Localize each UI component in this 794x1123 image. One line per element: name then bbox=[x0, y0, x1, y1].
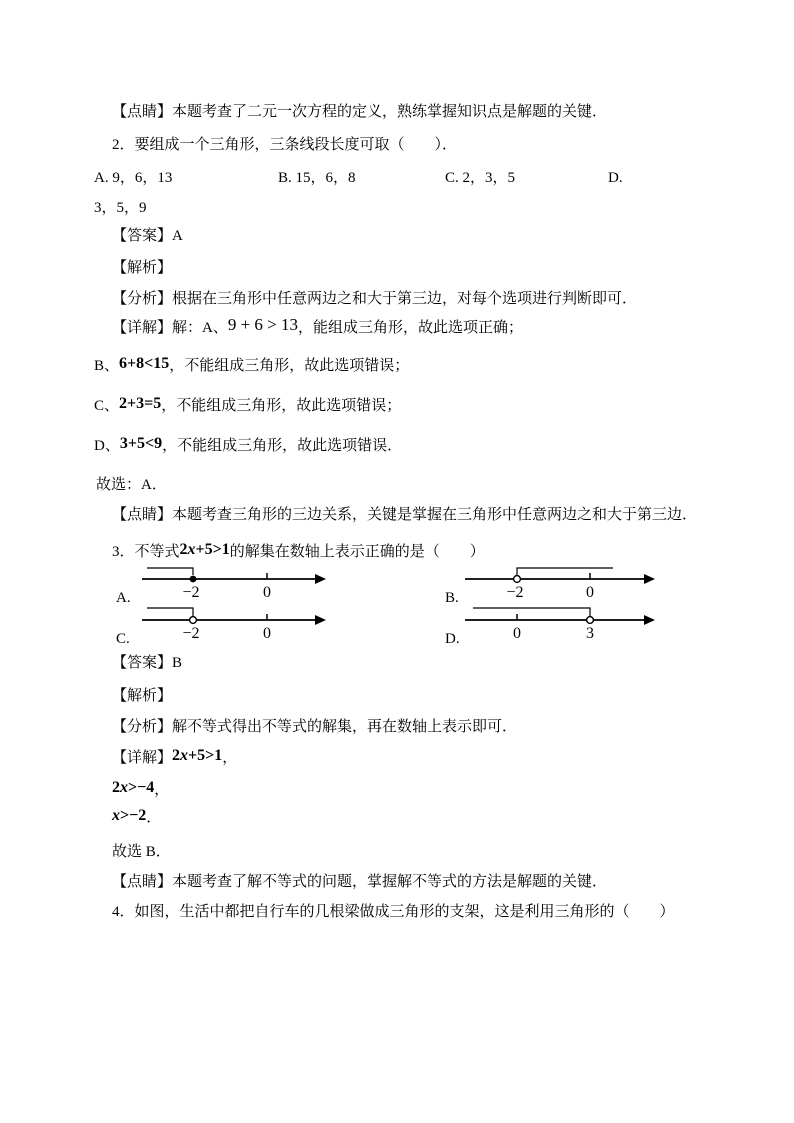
q3-conclusion-text: 故选 B． bbox=[112, 844, 171, 860]
q3-remark-text: 【点睛】本题考查了解不等式的问题，掌握解不等式的方法是解题的关键． bbox=[112, 874, 608, 890]
q3-step2-tail: ， bbox=[154, 782, 170, 798]
q3-jiexi-text: 【解析】 bbox=[112, 688, 173, 704]
q3-step3-rest: >−2 bbox=[120, 807, 147, 824]
q2-b-label: B、 bbox=[94, 358, 120, 374]
q3-remark bbox=[112, 872, 607, 892]
numberline-a-arrow-head bbox=[315, 574, 326, 584]
q1-remark-text: 【点睛】本题考查了二元一次方程的定义，熟练掌握知识点是解题的关键． bbox=[112, 104, 608, 120]
numberline-d-label-three: 3 bbox=[586, 625, 594, 642]
numberline-d bbox=[445, 608, 655, 647]
q2-option-a: A. 9，6，13 bbox=[94, 170, 173, 186]
q3-numberline-figure bbox=[0, 556, 794, 656]
q2-option-d-values: 3，5，9 bbox=[94, 200, 147, 216]
q2-remark bbox=[112, 505, 697, 525]
q3-step1-var: x bbox=[180, 747, 189, 764]
q3-analysis-text: 【分析】解不等式得出不等式的解集，再在数轴上表示即可． bbox=[112, 719, 518, 735]
q2-answer bbox=[112, 226, 183, 246]
q2-option-d: D. bbox=[608, 170, 623, 186]
numberline-c-ray-segment bbox=[147, 608, 193, 616]
numberline-d-letter: D. bbox=[445, 631, 460, 647]
numberline-b-label-neg2: −2 bbox=[506, 584, 524, 601]
numberline-b-open-endpoint bbox=[514, 576, 521, 583]
q2-analysis-text: 【分析】根据在三角形中任意两边之和大于第三边，对每个选项进行判断即可． bbox=[112, 291, 638, 307]
q3-answer bbox=[112, 653, 182, 673]
q2-option-b: B. 15，6，8 bbox=[278, 170, 356, 186]
q4-stem-text: 4．如图，生活中都把自行车的几根梁做成三角形的支架，这是利用三角形的（ ） bbox=[112, 904, 675, 920]
q2-c-math: 2+3=5 bbox=[119, 395, 162, 412]
q2-b-math: 6+8<15 bbox=[119, 355, 170, 372]
numberline-d-arrow-head bbox=[644, 615, 655, 625]
q3-detail-prefix: 【详解】 bbox=[112, 750, 173, 766]
numberline-c-arrow-head bbox=[315, 615, 326, 625]
numberline-b-label-zero: 0 bbox=[586, 584, 594, 601]
q2-detail-option-a bbox=[112, 317, 523, 338]
q3-jiexi-header bbox=[112, 686, 172, 706]
numberline-a-label-zero: 0 bbox=[263, 584, 271, 601]
q2-d-math: 3+5<9 bbox=[119, 435, 163, 452]
q3-math-rest: +5>1 bbox=[195, 541, 230, 558]
numberline-a bbox=[116, 568, 326, 606]
q3-answer-text: 【答案】B bbox=[112, 655, 183, 671]
q3-step2-coef: 2 bbox=[112, 779, 120, 796]
q2-detail-option-b bbox=[94, 356, 409, 376]
q2-jiexi-header bbox=[112, 258, 172, 278]
q3-step1-coef: 2 bbox=[172, 747, 181, 764]
numberline-c-label-neg2: −2 bbox=[182, 625, 200, 642]
q3-step2-var: x bbox=[120, 779, 128, 796]
numberline-c-open-endpoint bbox=[190, 617, 197, 624]
q2-c-text: ，不能组成三角形，故此选项错误； bbox=[161, 398, 402, 414]
q2-d-text: ，不能组成三角形，故此选项错误． bbox=[162, 438, 403, 454]
numberline-b bbox=[445, 568, 655, 606]
q2-jiexi-text: 【解析】 bbox=[112, 260, 173, 276]
numberline-b-arrow-head bbox=[644, 574, 655, 584]
numberline-a-letter: A. bbox=[116, 590, 131, 606]
q3-detail-step2 bbox=[112, 780, 169, 800]
q2-b-text: ，不能组成三角形，故此选项错误； bbox=[169, 358, 410, 374]
q3-stem-suffix: 的解集在数轴上表示正确的是（ ） bbox=[229, 544, 485, 560]
q2-c-label: C、 bbox=[94, 398, 120, 414]
q1-remark bbox=[112, 102, 607, 122]
q3-conclusion bbox=[112, 842, 171, 862]
q3-detail-step1 bbox=[112, 748, 237, 768]
numberline-c bbox=[116, 608, 326, 647]
q3-step1-math bbox=[172, 747, 222, 764]
q2-d-label: D、 bbox=[94, 438, 120, 454]
q2-option-c: C. 2，3，5 bbox=[445, 170, 516, 186]
q3-detail-step3 bbox=[112, 808, 161, 828]
q3-step2-math bbox=[112, 779, 154, 796]
q3-analysis bbox=[112, 717, 517, 737]
q2-detail-prefix: 【详解】解：A、 bbox=[112, 320, 228, 336]
q3-step3-var: x bbox=[112, 807, 120, 824]
q3-step3-math bbox=[112, 807, 146, 824]
q2-analysis bbox=[112, 289, 637, 309]
q2-detail-option-c bbox=[94, 396, 401, 416]
q2-conclusion-text: 故选：A． bbox=[96, 477, 167, 493]
numberline-c-letter: C. bbox=[116, 631, 130, 647]
numberline-b-letter: B. bbox=[445, 590, 459, 606]
q3-step1-rest: +5>1 bbox=[188, 747, 223, 764]
q3-math-coef: 2 bbox=[179, 541, 188, 558]
q2-conclusion bbox=[96, 475, 167, 495]
q3-stem-prefix: 3．不等式 bbox=[112, 544, 180, 560]
q2-detail-math: 9 + 6 > 13 bbox=[227, 315, 299, 334]
q3-step2-rest: >−4 bbox=[128, 779, 155, 796]
numberline-a-closed-endpoint bbox=[190, 576, 197, 583]
q3-step3-tail: ． bbox=[146, 810, 162, 826]
numberline-a-ray-segment bbox=[147, 568, 193, 575]
q2-answer-text: 【答案】A bbox=[112, 228, 183, 244]
q2-stem-text: 2．要组成一个三角形，三条线段长度可取（ ）． bbox=[112, 137, 458, 153]
q2-stem bbox=[112, 135, 457, 155]
q2-detail-option-d bbox=[94, 436, 402, 456]
q2-detail-suffix: ，能组成三角形，故此选项正确； bbox=[298, 320, 524, 336]
q2-remark-text: 【点睛】本题考查三角形的三边关系，关键是掌握在三角形中任意两边之和大于第三边． bbox=[112, 507, 698, 523]
q2-option-d-continuation bbox=[94, 198, 147, 218]
q3-step1-tail: ， bbox=[222, 750, 238, 766]
numberline-b-ray-segment bbox=[517, 568, 613, 575]
numberline-d-label-zero: 0 bbox=[513, 625, 521, 642]
q4-stem bbox=[112, 902, 675, 922]
numberline-a-label-neg2: −2 bbox=[182, 584, 200, 601]
numberline-c-label-zero: 0 bbox=[263, 625, 271, 642]
numberline-d-open-endpoint bbox=[587, 617, 594, 624]
q3-math-var: x bbox=[187, 541, 196, 558]
numberline-d-ray-segment bbox=[473, 608, 590, 616]
